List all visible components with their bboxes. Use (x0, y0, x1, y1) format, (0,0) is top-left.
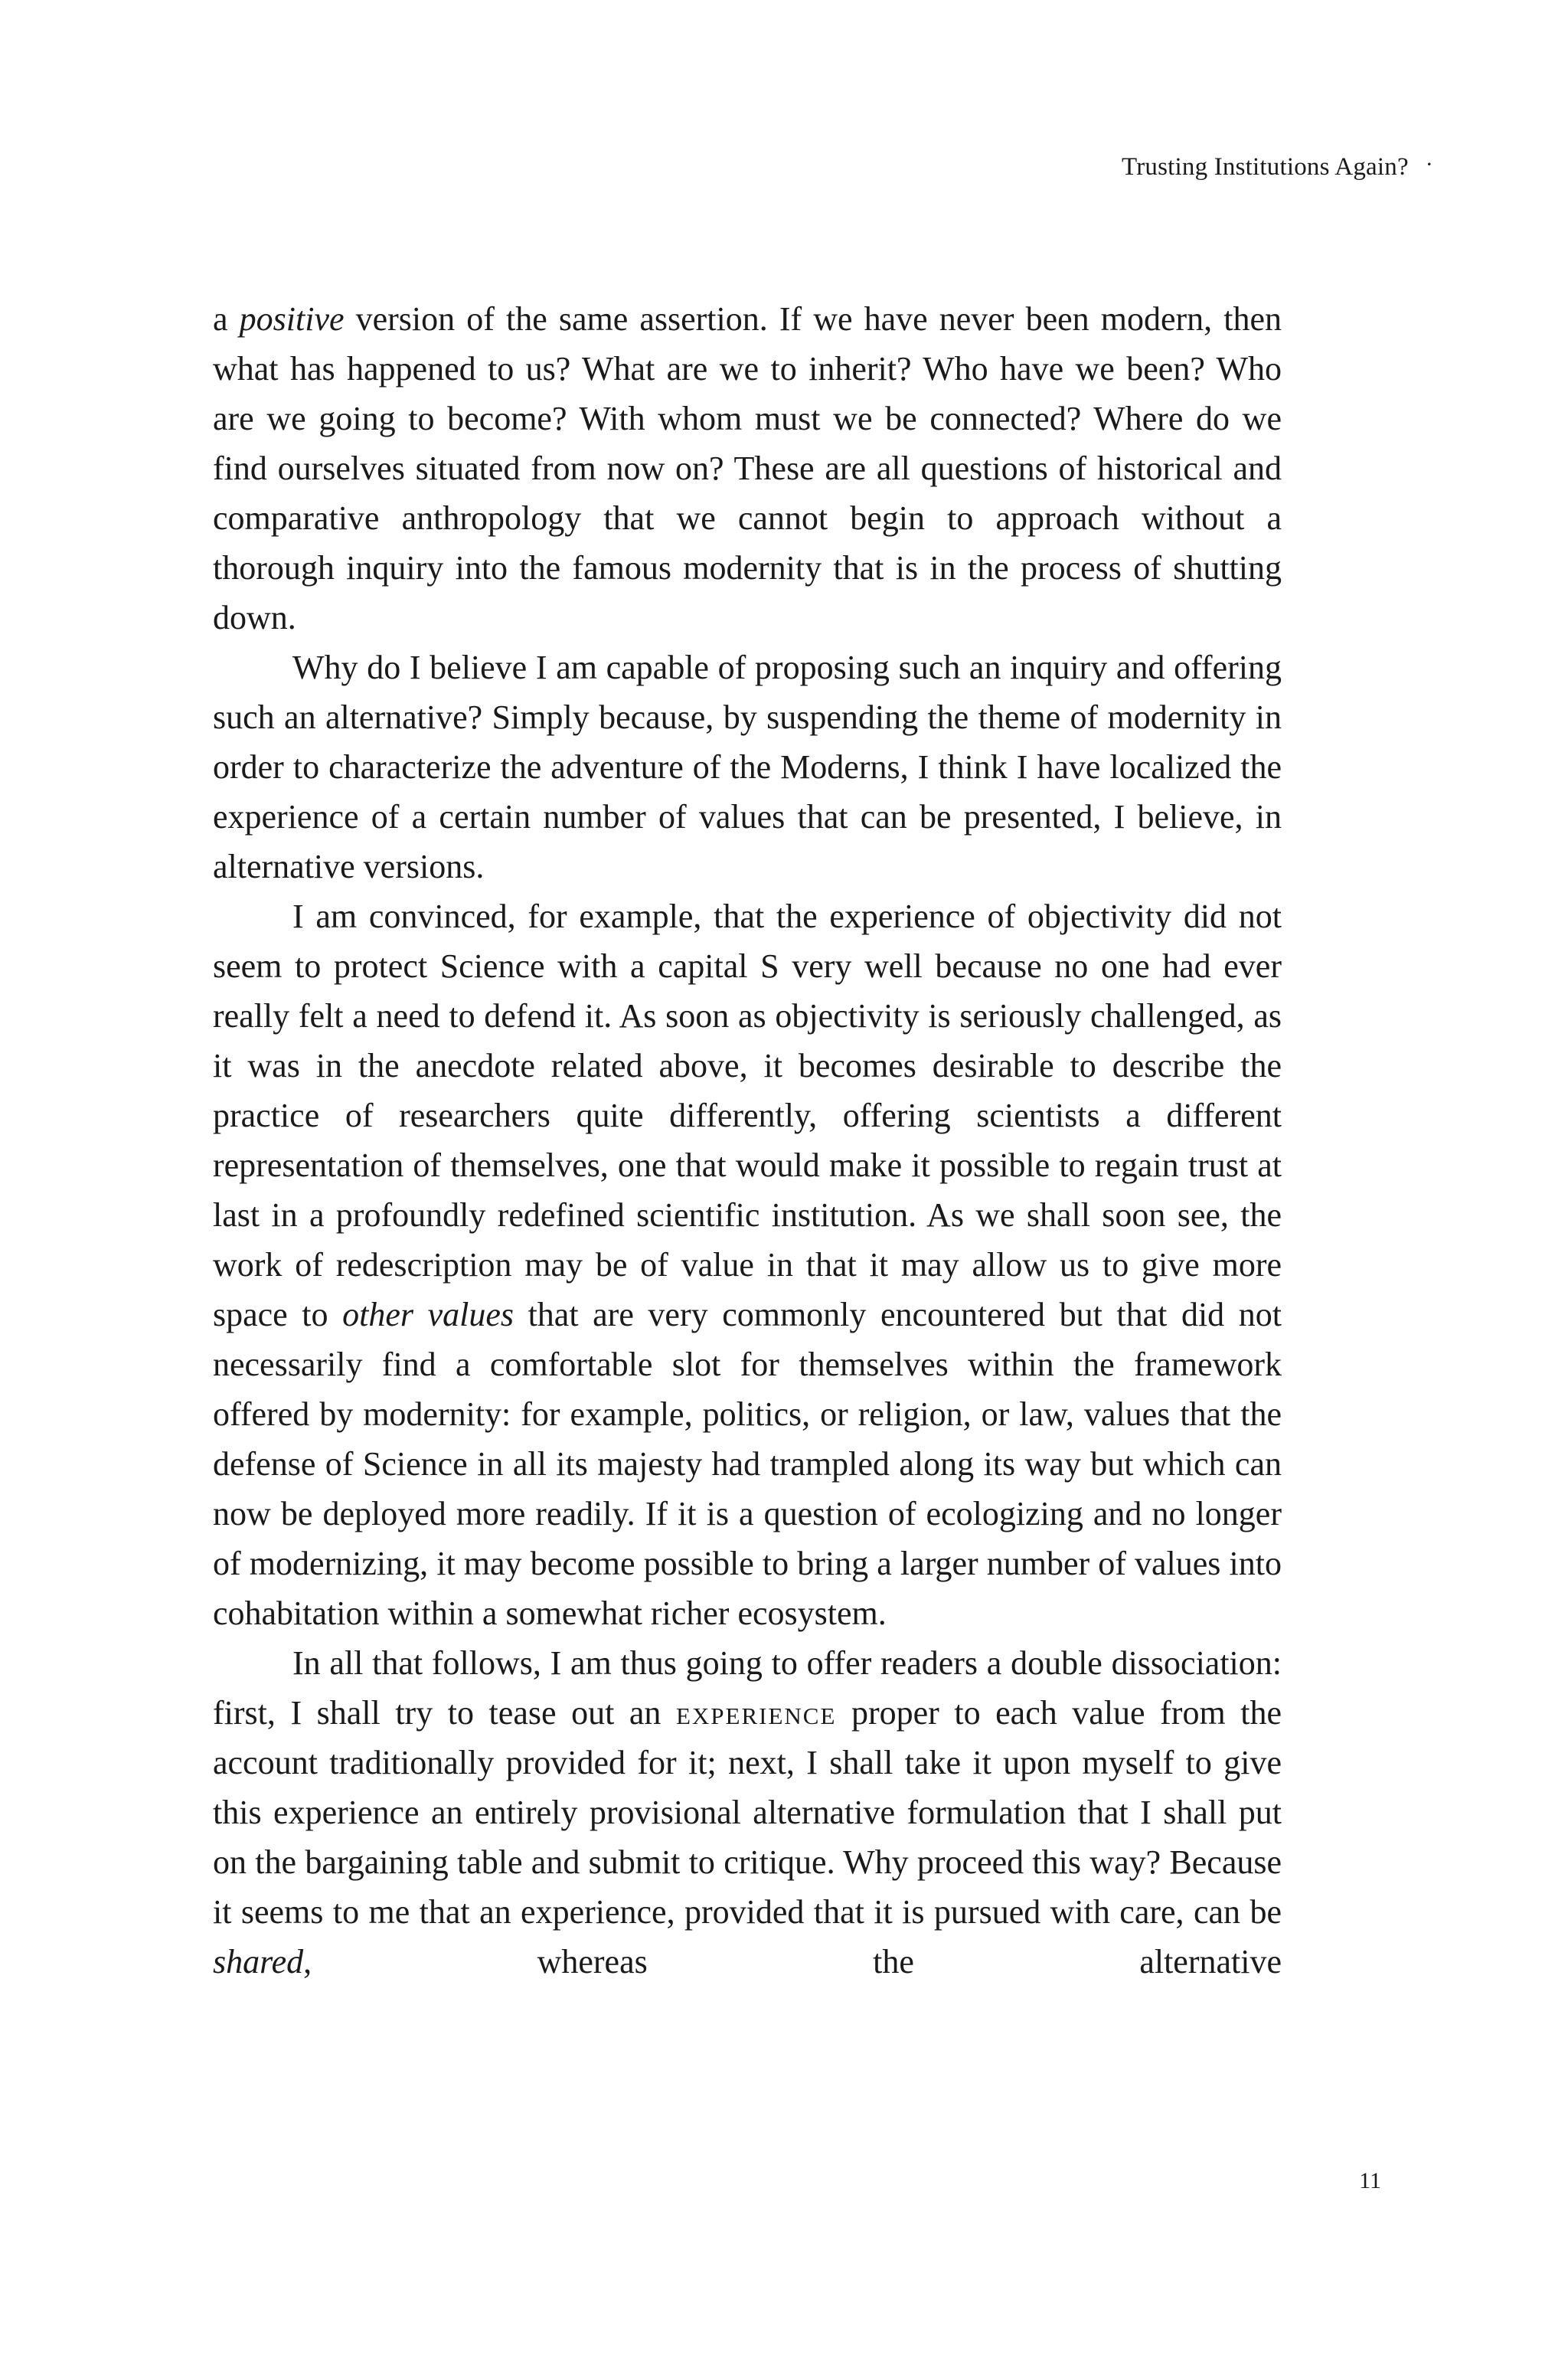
text-segment: , whereas the alternative (303, 1943, 1282, 1980)
text-segment: Why do I believe I am capable of proposing such an inquiry and offering such an alternative? Simply because, by suspending the theme of modernity in order to characterize the adventure of the Moderns, I think I have localized the experience of a certain number of values that can be presented, I believe, in alternative versions. (213, 649, 1282, 885)
paragraph-1 (213, 294, 1282, 643)
body-text (213, 294, 1282, 1987)
text-segment: In all that follows, I am thus going to offer readers a double dissociation: first, I shall try to tease out an (213, 1644, 1282, 1732)
text-segment: a (213, 300, 240, 338)
italic-text-segment: other values (342, 1296, 514, 1333)
paragraph-3 (213, 891, 1282, 1638)
text-segment: I am convinced, for example, that the experience of objectivity did not seem to protect Science with a capital S very well because no one had ever really felt a need to defend it. As soon as objectivity is seriously challenged, as it was in the anecdote related above, it becomes desirable to describe the practice of researchers quite differently, offering scientists a different representation of themselves, one that would make it possible to regain trust at last in a profoundly redefined scientific institution. As we shall soon see, the work of redescription may be of value in that it may allow us to give more space to (213, 898, 1282, 1333)
italic-text-segment: shared (213, 1943, 304, 1980)
running-head-title: Trusting Institutions Again? (1122, 153, 1409, 181)
paragraph-4 (213, 1638, 1282, 1987)
text-segment: proper to each value from the account traditionally provided for it; next, I shall take it upon myself to give this experience an entirely provisional alternative formulation that I shall put on the bargaining table and submit to critique. Why proceed this way? Because it seems to me that an experience, provided that it is pursued with care, can be (213, 1694, 1282, 1931)
running-head-separator: · (1425, 152, 1433, 177)
smallcaps-term: experience (675, 1694, 837, 1732)
paragraph-2 (213, 643, 1282, 891)
text-segment: that are very commonly encountered but that did not necessarily find a comfortable slot for themselves within the framework offered by modernity: for example, politics, or religion, or law, values that the defense of Science in all its majesty had trampled along its way but which can now be deployed more readily. If it is a question of ecologizing and no longer of modernizing, it may become possible to bring a larger number of values into cohabitation within a somewhat richer ecosystem. (213, 1296, 1282, 1632)
page-number: 11 (1359, 2168, 1381, 2193)
running-head (1122, 150, 1433, 185)
text-segment: version of the same assertion. If we have never been modern, then what has happened to us? What are we to inherit? Who have we been? Who are we going to become? With whom must we be connected? Where do we find ourselves situated from now on? These are all questions of historical and comparative anthropology that we cannot begin to approach without a thorough inquiry into the famous modernity that is in the process of shutting down. (213, 300, 1282, 636)
italic-text-segment: positive (239, 300, 345, 338)
